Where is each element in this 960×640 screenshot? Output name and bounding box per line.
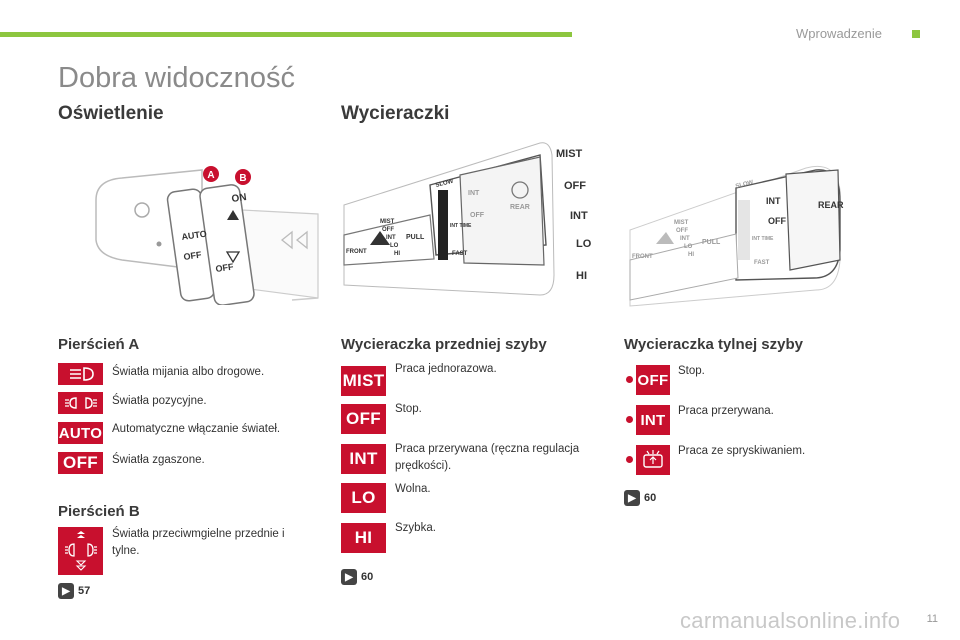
- page-ref-number: 60: [361, 571, 374, 583]
- illus-front-int-small: INT: [468, 190, 480, 197]
- lighting-stalk-illustration: [92, 160, 320, 305]
- ring-b-title: Pierścień B: [58, 503, 140, 520]
- page-ref-60-front[interactable]: [341, 569, 373, 585]
- page-title: Dobra widoczność: [58, 62, 295, 94]
- front-wiper-item-text: Praca przerywana (ręczna regulacja prędkości).: [395, 443, 580, 472]
- illus-front-hi: HI: [576, 270, 587, 282]
- section-name: Wprowadzenie: [796, 26, 882, 41]
- low-beam-icon: [58, 363, 103, 385]
- illus-rear-stalk-off: OFF: [676, 228, 688, 234]
- ring-a-item-text: Automatyczne włączanie świateł.: [112, 423, 281, 435]
- illus-front-stalk-mist: MIST: [380, 219, 395, 225]
- ring-a-item-text: Światła zgaszone.: [112, 454, 205, 466]
- illus-front-stalk-off: OFF: [382, 227, 394, 233]
- illus-rear-fast: FAST: [754, 260, 770, 266]
- front-wiper-title: Wycieraczka przedniej szyby: [341, 336, 547, 353]
- illus-label-auto: AUTO: [180, 228, 208, 242]
- illus-label-off-a: OFF: [182, 249, 203, 262]
- lo-badge: LO: [341, 483, 386, 513]
- off-badge: OFF: [636, 365, 670, 395]
- illus-front-stalk-hi: HI: [394, 251, 400, 257]
- page-ref-number: 57: [78, 585, 91, 597]
- illus-front-mist: MIST: [556, 148, 583, 160]
- hi-badge: HI: [341, 523, 386, 553]
- illus-rear-front: FRONT: [632, 254, 653, 260]
- page-ref-57[interactable]: [58, 583, 90, 599]
- front-wiper-item-text: Wolna.: [395, 483, 431, 495]
- rear-wiper-item-text: Praca przerywana.: [678, 405, 774, 417]
- page-ref-60-rear[interactable]: [624, 490, 656, 506]
- bullet-dot: [626, 456, 633, 463]
- illus-front-lo: LO: [576, 238, 592, 250]
- wipers-title: Wycieraczki: [341, 103, 450, 124]
- illus-label-b: B: [239, 173, 247, 184]
- illus-rear-stalk-mist: MIST: [674, 220, 689, 226]
- front-wiper-item-text: Szybka.: [395, 522, 436, 534]
- bullet-dot: [626, 376, 633, 383]
- lighting-title: Oświetlenie: [58, 103, 164, 124]
- ring-b-item-text: Światła przeciwmgielne przednie i tylne.: [112, 528, 285, 557]
- illus-front-slow: SLOW: [435, 178, 454, 189]
- header-accent-bar: [0, 32, 572, 37]
- page-ref-icon: ▶: [58, 583, 74, 599]
- ring-a-item-text: Światła mijania albo drogowe.: [112, 366, 265, 378]
- illus-rear-off: OFF: [768, 216, 786, 226]
- sidelight-icon: [58, 392, 103, 414]
- fog-lights-icon: [58, 527, 103, 575]
- illus-front-stalk-int: INT: [386, 235, 396, 241]
- illus-rear-stalk-hi: HI: [688, 252, 694, 258]
- front-wiper-item-text: Praca jednorazowa.: [395, 363, 497, 375]
- rear-wiper-title: Wycieraczka tylnej szyby: [624, 336, 803, 353]
- illus-front-pull: PULL: [406, 234, 425, 241]
- illus-front-front: FRONT: [346, 249, 367, 255]
- illus-front-inttime: INT TIME: [450, 223, 472, 229]
- mist-badge: MIST: [341, 366, 386, 396]
- page-ref-icon: ▶: [341, 569, 357, 585]
- watermark: carmanualsonline.info: [680, 608, 901, 633]
- illus-rear-pull: PULL: [702, 239, 721, 246]
- rear-washer-icon: [636, 445, 670, 475]
- int-badge: INT: [636, 405, 670, 435]
- int-badge: INT: [341, 444, 386, 474]
- illus-label-off-b: OFF: [214, 261, 235, 274]
- page-ref-number: 60: [644, 492, 657, 504]
- illus-label-a: A: [207, 170, 215, 181]
- auto-badge: AUTO: [58, 422, 103, 444]
- ring-a-title: Pierścień A: [58, 336, 140, 353]
- illus-rear-stalk-lo: LO: [684, 244, 693, 250]
- front-wiper-stalk-illustration: [340, 135, 600, 305]
- illus-front-off: OFF: [564, 180, 586, 192]
- illus-rear-slow: SLOW: [735, 179, 754, 190]
- illus-rear-inttime: INT TIME: [752, 236, 774, 242]
- illus-label-on: ON: [230, 191, 248, 205]
- bullet-dot: [626, 416, 633, 423]
- off-badge: OFF: [58, 452, 103, 474]
- illus-rear-stalk-int: INT: [680, 236, 690, 242]
- rear-wiper-stalk-illustration: [626, 160, 848, 308]
- page-number: 11: [926, 613, 938, 625]
- illus-rear-int: INT: [766, 196, 781, 206]
- illus-rear-rear: REAR: [818, 200, 844, 210]
- illus-front-stalk-lo: LO: [390, 243, 399, 249]
- illus-front-fast: FAST: [452, 251, 468, 257]
- page-ref-icon: ▶: [624, 490, 640, 506]
- ring-a-item-text: Światła pozycyjne.: [112, 395, 207, 407]
- off-badge: OFF: [341, 404, 386, 434]
- front-wiper-item-text: Stop.: [395, 403, 422, 415]
- illus-front-off-small: OFF: [470, 212, 484, 219]
- illus-front-int: INT: [570, 210, 588, 222]
- rear-wiper-item-text: Praca ze spryskiwaniem.: [678, 445, 806, 457]
- section-marker: [912, 30, 920, 38]
- illus-front-rear-small: REAR: [510, 204, 530, 211]
- rear-wiper-item-text: Stop.: [678, 365, 705, 377]
